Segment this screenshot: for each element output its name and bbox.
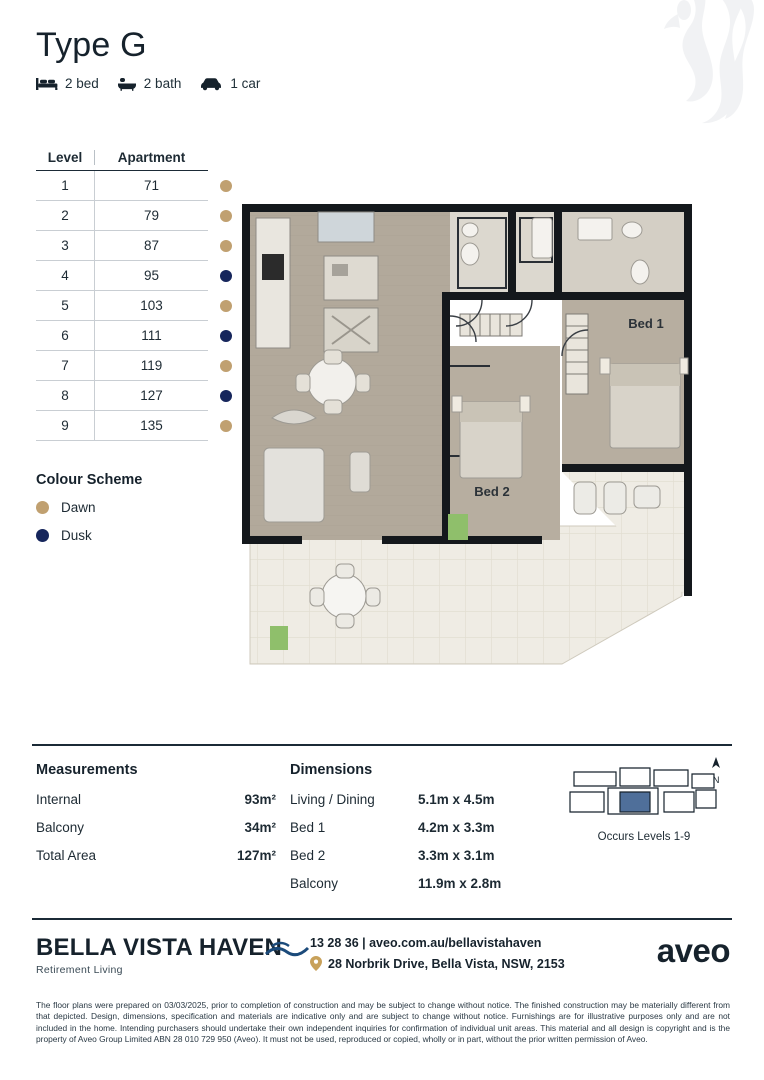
dimension-row bbox=[290, 848, 540, 863]
contact-address: 28 Norbrik Drive, Bella Vista, NSW, 2153 bbox=[328, 956, 565, 971]
wave-icon bbox=[264, 940, 310, 960]
dimension-row bbox=[290, 876, 540, 891]
scheme-dot-dawn bbox=[220, 300, 232, 312]
scheme-dot-dusk bbox=[220, 390, 232, 402]
table-row[interactable] bbox=[36, 291, 208, 321]
table-row[interactable] bbox=[36, 261, 208, 291]
colour-scheme-legend bbox=[36, 472, 226, 556]
key-plan-caption: Occurs Levels 1-9 bbox=[597, 831, 691, 843]
cell-apartment: 87 bbox=[94, 231, 208, 260]
spec-car-label: 1 car bbox=[230, 76, 261, 91]
spec-bed bbox=[36, 76, 99, 91]
brand-name: BELLA VISTA HAVEN bbox=[36, 934, 283, 961]
table-row[interactable] bbox=[36, 411, 208, 441]
dimension-row bbox=[290, 820, 540, 835]
contact-address-row bbox=[310, 956, 610, 971]
cell-apartment: 119 bbox=[94, 351, 208, 380]
dimension-key: Bed 1 bbox=[290, 820, 326, 835]
measurements-section bbox=[36, 762, 276, 876]
spec-bed-label: 2 bed bbox=[65, 76, 99, 91]
measurement-key: Total Area bbox=[36, 848, 97, 863]
cell-apartment: 103 bbox=[94, 291, 208, 320]
measurement-key: Balcony bbox=[36, 820, 85, 835]
dimensions-section bbox=[290, 762, 540, 904]
cell-apartment: 111 bbox=[94, 321, 208, 350]
scheme-dot-dusk bbox=[220, 270, 232, 282]
table-row[interactable] bbox=[36, 381, 208, 411]
north-label: N bbox=[712, 775, 720, 786]
cell-level: 3 bbox=[61, 238, 69, 253]
room-label-bed1: Bed 1 bbox=[628, 316, 664, 331]
cell-level: 5 bbox=[61, 298, 69, 313]
legend-item-dusk bbox=[36, 528, 226, 543]
level-apartment-table bbox=[36, 150, 208, 441]
disclaimer-text: The floor plans were prepared on 03/03/2025, prior to completion of construction and may be subject to change without notice. The finished construction may be materially different from that depicted. Design, dimensions, specification and materials are indicative only and are subject to change without notice. Furnishings are for illustrative purposes only and are not included in the home. Intending purchasers should undertake their own independent inquiries for confirmation of individual unit areas. This material and all design is copyright and is the property of Aveo Group Limited ABN 28 010 729 950 (Aveo). It must not be used, reproduced or copied, wholly or in part, without the prior written permission of Aveo. bbox=[36, 1000, 730, 1045]
page-title: Type G bbox=[36, 26, 147, 64]
measurement-key: Internal bbox=[36, 792, 82, 807]
cell-level: 9 bbox=[61, 418, 69, 433]
dimension-row bbox=[290, 792, 540, 807]
floor-plan-graphic bbox=[232, 196, 712, 676]
spec-bath bbox=[117, 76, 182, 91]
dimension-value: 3.3m x 3.1m bbox=[418, 848, 495, 863]
measurement-row bbox=[36, 792, 276, 807]
dawn-label: Dawn bbox=[61, 500, 96, 515]
dimensions-title: Dimensions bbox=[290, 762, 373, 778]
spec-bath-label: 2 bath bbox=[143, 76, 182, 91]
map-pin-icon bbox=[310, 956, 322, 971]
room-label-bed2: Bed 2 bbox=[474, 484, 510, 499]
brand-tagline: Retirement Living bbox=[36, 964, 123, 976]
table-header bbox=[36, 150, 208, 171]
table-row[interactable] bbox=[36, 201, 208, 231]
key-plan-graphic bbox=[564, 760, 724, 822]
cell-apartment: 71 bbox=[94, 171, 208, 200]
table-row[interactable] bbox=[36, 231, 208, 261]
divider-bottom bbox=[32, 918, 732, 920]
dimension-key: Living / Dining bbox=[290, 792, 375, 807]
scheme-dot-dawn bbox=[220, 420, 232, 432]
scheme-dot-dawn bbox=[220, 360, 232, 372]
dimension-value: 5.1m x 4.5m bbox=[418, 792, 495, 807]
cell-apartment: 127 bbox=[94, 381, 208, 410]
car-icon bbox=[199, 77, 223, 91]
cell-apartment: 135 bbox=[94, 411, 208, 440]
table-row[interactable] bbox=[36, 351, 208, 381]
dawn-swatch bbox=[36, 501, 49, 514]
measurement-row bbox=[36, 848, 276, 863]
divider-top bbox=[32, 744, 732, 746]
measurement-row bbox=[36, 820, 276, 835]
scheme-dot-dawn bbox=[220, 240, 232, 252]
contact-block bbox=[310, 936, 610, 971]
legend-item-dawn bbox=[36, 500, 226, 515]
north-arrow-icon bbox=[708, 756, 724, 772]
cell-level: 8 bbox=[61, 388, 69, 403]
bird-watermark bbox=[574, 0, 764, 150]
bed-icon bbox=[36, 77, 58, 91]
brand-block bbox=[36, 936, 306, 976]
scheme-dot-dusk bbox=[220, 330, 232, 342]
spec-list bbox=[36, 76, 260, 91]
scheme-dot-dawn bbox=[220, 210, 232, 222]
spec-car bbox=[199, 76, 260, 91]
measurement-value: 34m² bbox=[244, 820, 276, 835]
dimension-value: 11.9m x 2.8m bbox=[418, 876, 502, 891]
table-row[interactable] bbox=[36, 171, 208, 201]
aveo-logo: aveo bbox=[656, 932, 730, 969]
dimension-key: Balcony bbox=[290, 876, 339, 891]
table-row[interactable] bbox=[36, 321, 208, 351]
dimension-key: Bed 2 bbox=[290, 848, 326, 863]
cell-level: 7 bbox=[61, 358, 69, 373]
measurement-value: 127m² bbox=[236, 848, 276, 863]
measurement-value: 93m² bbox=[244, 792, 276, 807]
bath-icon bbox=[117, 77, 137, 91]
key-plan bbox=[556, 760, 732, 843]
cell-level: 6 bbox=[61, 328, 69, 343]
floor-plan bbox=[232, 196, 712, 676]
dusk-swatch bbox=[36, 529, 49, 542]
cell-level: 1 bbox=[61, 178, 69, 193]
dimension-value: 4.2m x 3.3m bbox=[418, 820, 495, 835]
north-indicator bbox=[708, 756, 724, 786]
contact-phone-web[interactable]: 13 28 36 | aveo.com.au/bellavistahaven bbox=[310, 936, 542, 950]
page-header bbox=[36, 28, 260, 91]
cell-apartment: 79 bbox=[94, 201, 208, 230]
scheme-dot-dawn bbox=[220, 180, 232, 192]
colour-scheme-title: Colour Scheme bbox=[36, 472, 143, 488]
cell-level: 4 bbox=[61, 268, 69, 283]
measurements-title: Measurements bbox=[36, 762, 138, 778]
cell-level: 2 bbox=[61, 208, 69, 223]
dusk-label: Dusk bbox=[61, 528, 92, 543]
cell-apartment: 95 bbox=[94, 261, 208, 290]
column-header-apartment: Apartment bbox=[94, 150, 208, 165]
column-header-level: Level bbox=[47, 150, 83, 165]
